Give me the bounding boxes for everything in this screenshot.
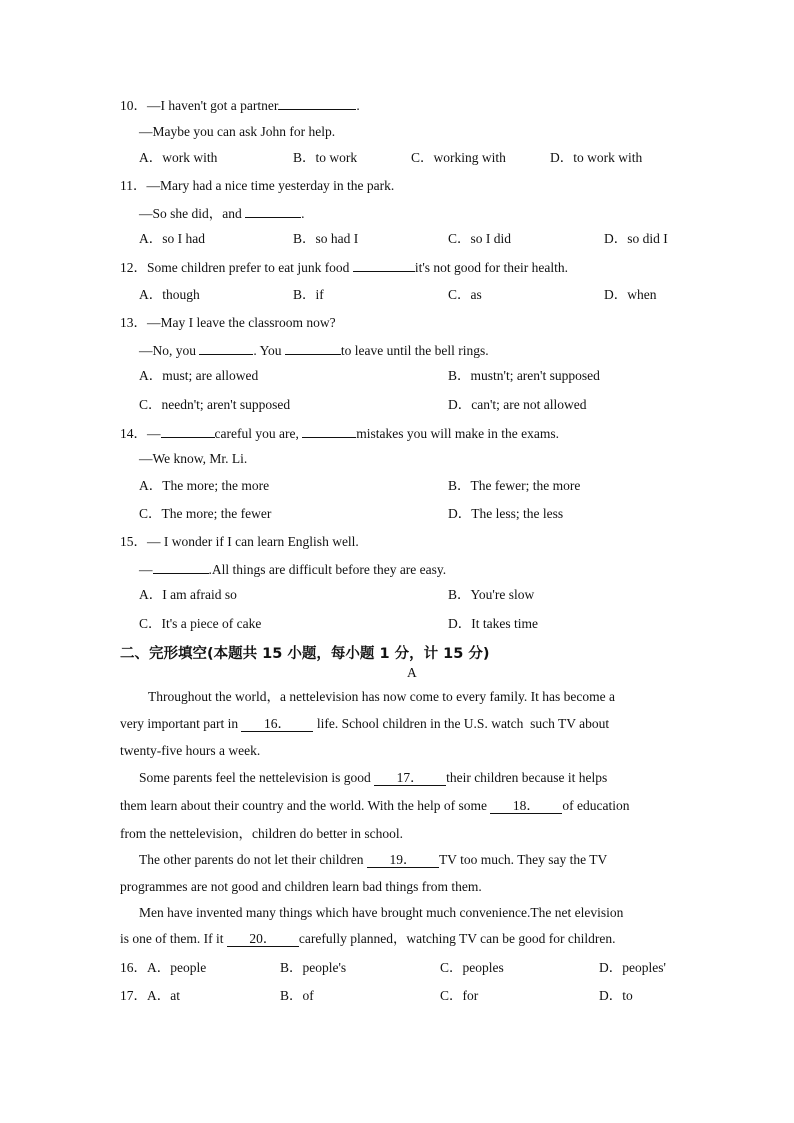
- answer-blank: [161, 425, 215, 438]
- option-c: C．for: [440, 988, 479, 1003]
- option-b: B．so had I: [293, 231, 359, 246]
- cloze-option-row: [120, 960, 206, 976]
- answer-blank: [353, 259, 415, 272]
- answer-blank: [153, 561, 209, 574]
- passage-line: Men have invented many things which have brought much convenience.The net elevision: [139, 905, 624, 920]
- question-number: 12．: [120, 260, 147, 275]
- cloze-blank-18: 18．: [490, 799, 562, 814]
- option-a: A．must; are allowed: [139, 368, 259, 383]
- passage-line: Some parents feel the nettelevision is good 17． their children because it helps: [139, 770, 608, 785]
- option-b: B．to work: [293, 150, 358, 165]
- option-b: B．The fewer; the more: [448, 478, 581, 493]
- answer-blank: [302, 425, 356, 438]
- question-11-reply: —So she did，and .: [139, 206, 305, 221]
- option-c: C．It's a piece of cake: [139, 616, 262, 631]
- answer-blank: [285, 342, 341, 355]
- answer-blank: [278, 97, 356, 110]
- option-c: C．as: [448, 287, 482, 302]
- option-d: D．to work with: [550, 150, 643, 165]
- question-15-stem: 15．— I wonder if I can learn English well.: [120, 534, 359, 549]
- passage-line: The other parents do not let their children 19． TV too much. They say the TV: [139, 852, 608, 867]
- cloze-blank-20: 20．: [227, 932, 299, 947]
- cloze-blank-19: 19．: [367, 853, 439, 868]
- option-a: A．I am afraid so: [139, 587, 237, 602]
- question-13-stem: 13．—May I leave the classroom now?: [120, 315, 336, 330]
- question-number: 15．: [120, 534, 147, 549]
- question-11-stem: 11．—Mary had a nice time yesterday in the park.: [120, 178, 395, 193]
- option-b: B．mustn't; aren't supposed: [448, 368, 600, 383]
- question-13-reply: —No, you . You to leave until the bell rings.: [139, 343, 489, 358]
- option-b: B．people's: [280, 960, 347, 975]
- question-10-reply: —Maybe you can ask John for help.: [139, 124, 336, 139]
- question-number: 17．: [120, 988, 147, 1003]
- option-c: C．so I did: [448, 231, 512, 246]
- passage-line: them learn about their country and the world. With the help of some 18． of education: [120, 798, 630, 813]
- question-14-stem: 14．— careful you are, mistakes you will make in the exams.: [120, 426, 560, 441]
- question-number: 16．: [120, 960, 147, 975]
- passage-line: twenty-five hours a week.: [120, 743, 261, 758]
- option-c: C．needn't; aren't supposed: [139, 397, 291, 412]
- answer-blank: [199, 342, 253, 355]
- section-heading: 二、完形填空(本题共 15 小题，每小题 1 分，计 15 分): [120, 646, 490, 662]
- question-12-stem: 12．Some children prefer to eat junk food it's not good for their health.: [120, 260, 568, 275]
- cloze-blank-16: 16．: [241, 717, 313, 732]
- option-d: D．The less; the less: [448, 506, 564, 521]
- option-d: D．when: [604, 287, 657, 302]
- question-10-stem: 10．—I haven't got a partner .: [120, 98, 360, 113]
- option-b: B．if: [293, 287, 324, 302]
- option-d: D．peoples': [599, 960, 666, 975]
- question-number: 10．: [120, 98, 147, 113]
- option-d: D．to: [599, 988, 633, 1003]
- option-a: A．so I had: [139, 231, 205, 246]
- question-15-reply: — .All things are difficult before they are easy.: [139, 562, 447, 577]
- option-a: A．people: [147, 960, 207, 975]
- question-number: 14．: [120, 426, 147, 441]
- option-a: A．The more; the more: [139, 478, 270, 493]
- question-number: 13．: [120, 315, 147, 330]
- passage-line: Throughout the world，a nettelevision has now come to every family. It has become a: [148, 689, 615, 704]
- passage-line: is one of them. If it 20． carefully planned，watching TV can be good for children.: [120, 931, 616, 946]
- option-a: A．though: [139, 287, 200, 302]
- option-d: D．can't; are not allowed: [448, 397, 587, 412]
- passage-line: programmes are not good and children learn bad things from them.: [120, 879, 482, 894]
- option-d: D．It takes time: [448, 616, 538, 631]
- option-c: C．peoples: [440, 960, 504, 975]
- answer-blank: [245, 205, 301, 218]
- passage-line: very important part in 16． life. School children in the U.S. watch such TV about: [120, 716, 610, 731]
- cloze-blank-17: 17．: [374, 771, 446, 786]
- option-c: C．The more; the fewer: [139, 506, 272, 521]
- passage-label: A: [407, 665, 417, 680]
- cloze-option-row: [120, 988, 180, 1004]
- question-number: 11．: [120, 178, 147, 193]
- question-14-reply: —We know, Mr. Li.: [139, 451, 248, 466]
- passage-line: from the nettelevision，children do better in school.: [120, 826, 404, 841]
- option-a: A．at: [147, 988, 180, 1003]
- option-b: B．of: [280, 988, 314, 1003]
- option-c: C．working with: [411, 150, 506, 165]
- option-d: D．so did I: [604, 231, 668, 246]
- option-b: B．You're slow: [448, 587, 535, 602]
- option-a: A．work with: [139, 150, 218, 165]
